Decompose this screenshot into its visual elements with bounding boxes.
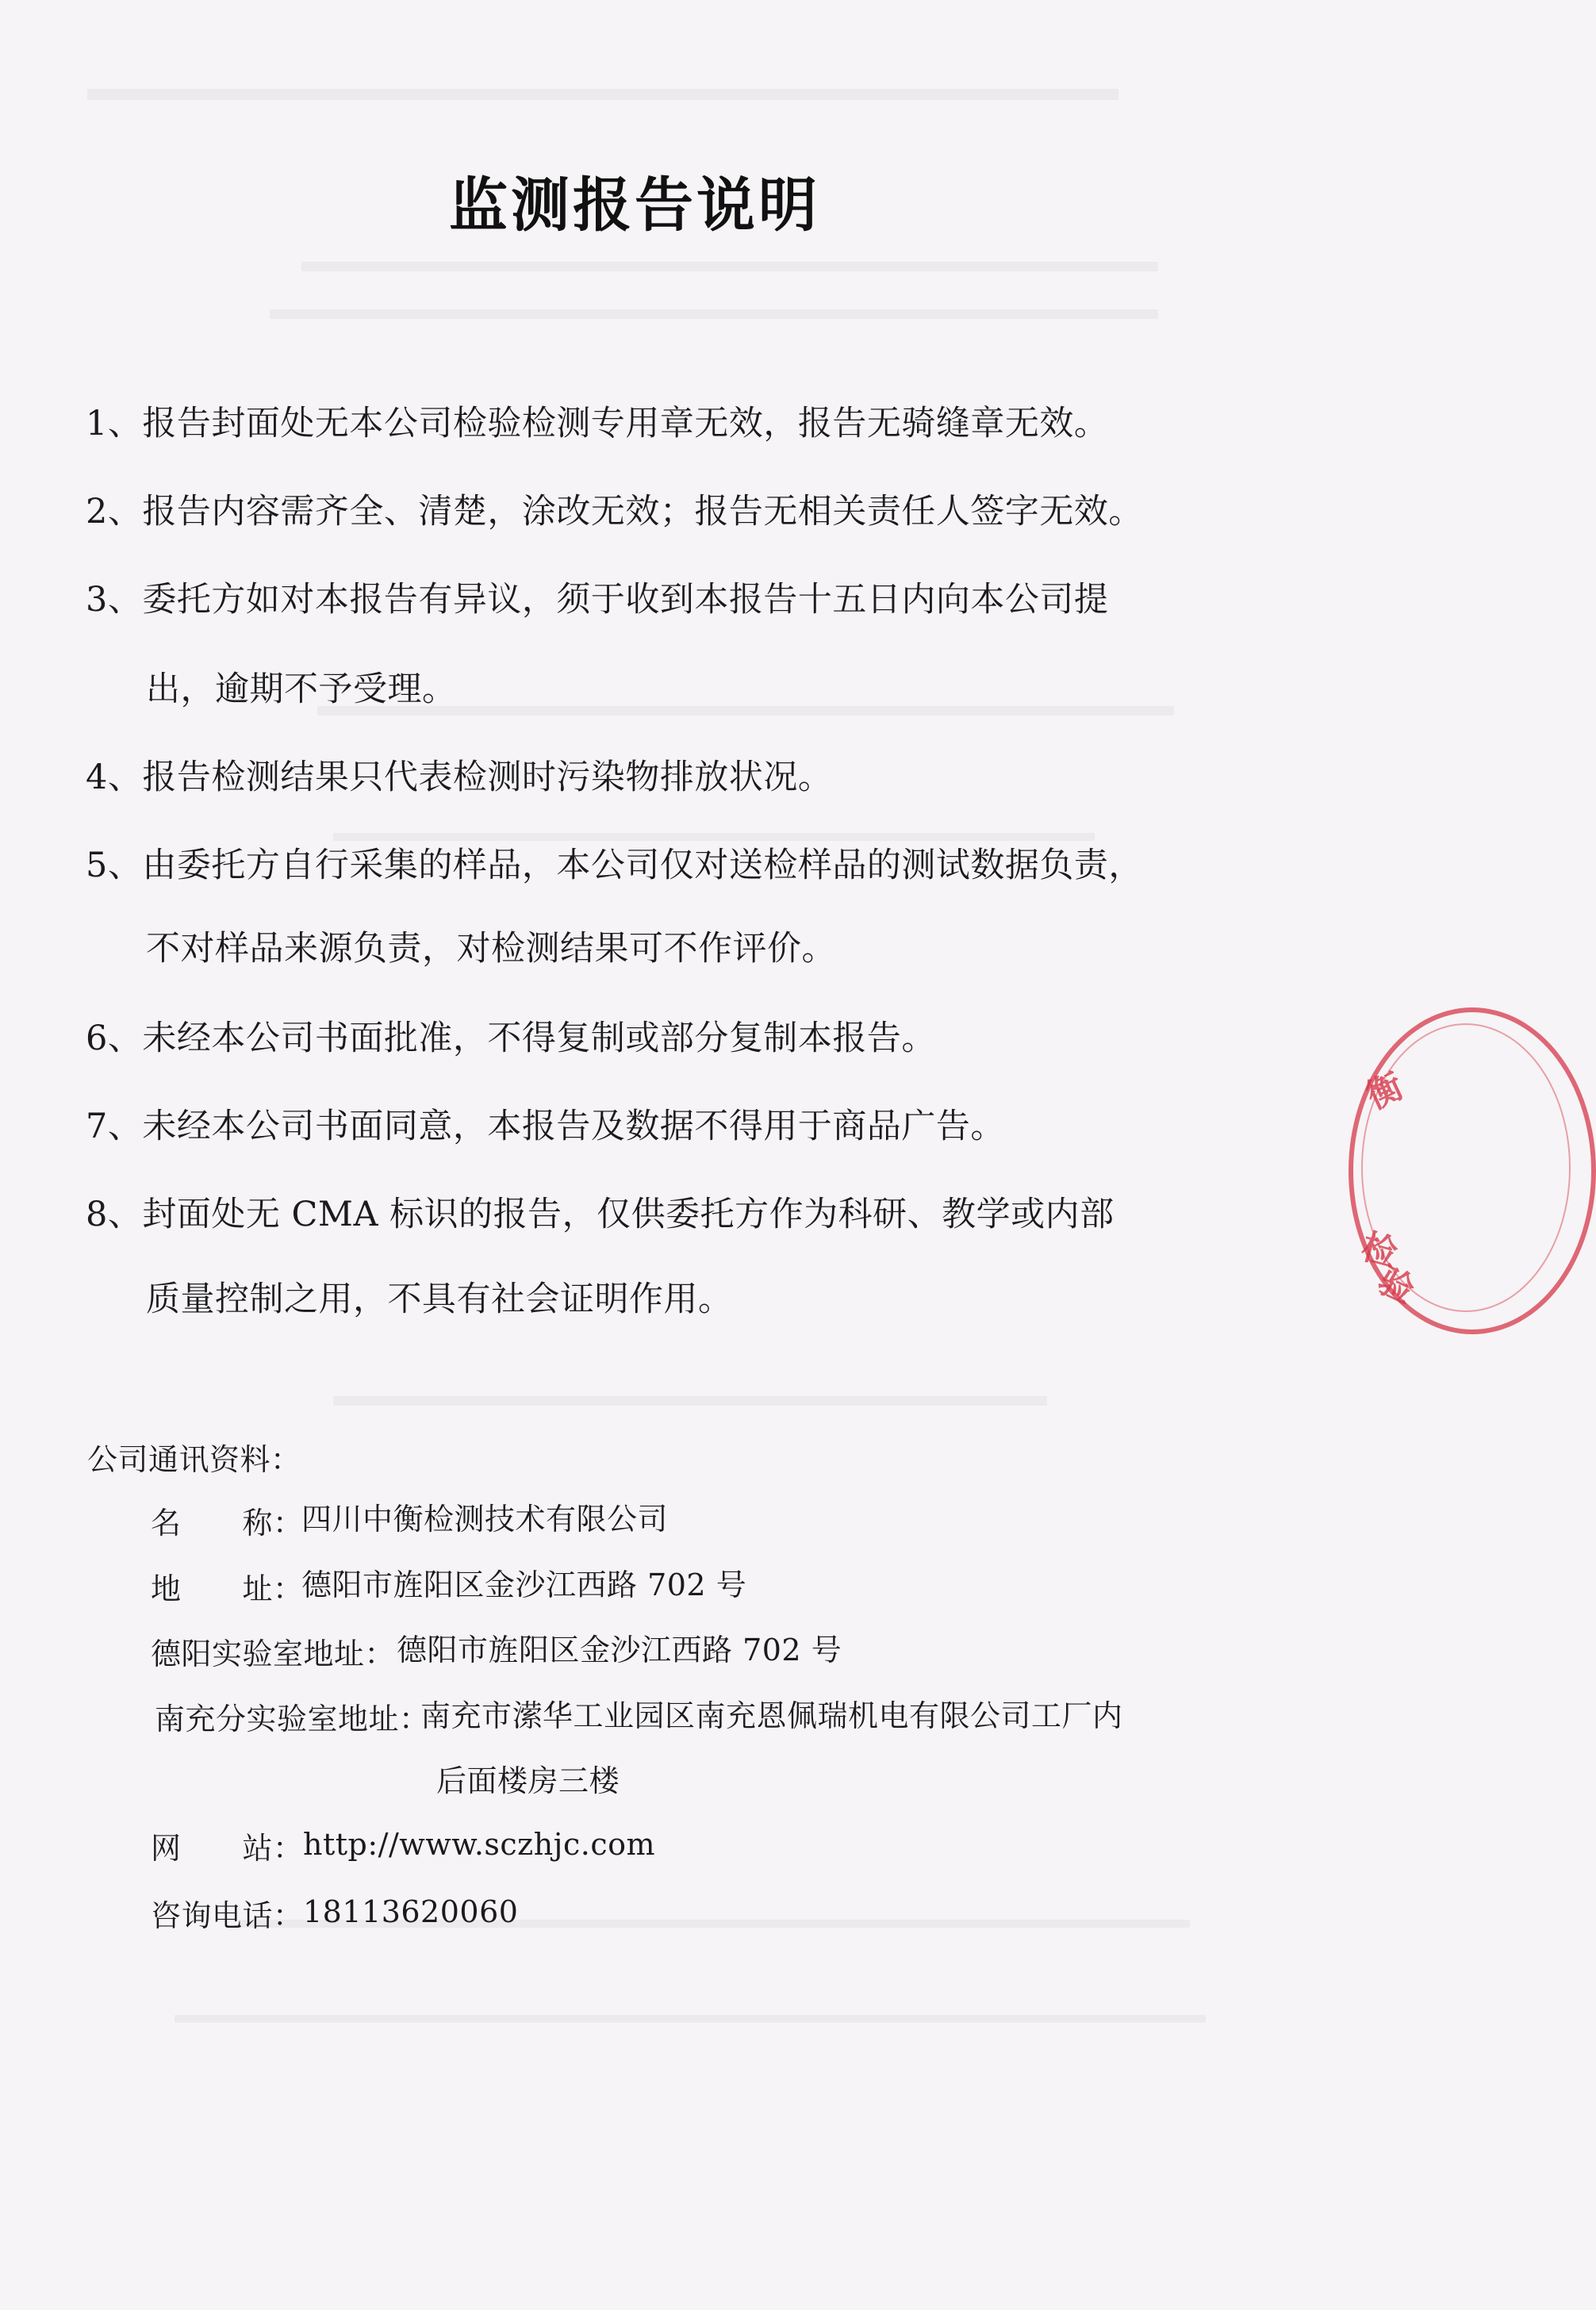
nanchong-lab-value-line-2: 后面楼房三楼: [436, 1763, 620, 1798]
deyang-lab-label: 德阳实验室地址：: [151, 1637, 396, 1671]
clause-8-line-2: 质量控制之用，不具有社会证明作用。: [146, 1280, 733, 1319]
clause-3-line-1: 3、委托方如对本报告有异议，须于收到本报告十五日内向本公司提: [86, 580, 1109, 620]
seal-char-3: 验: [1372, 1260, 1421, 1312]
seal-char-2: 检: [1356, 1226, 1402, 1275]
bleed-through-mark: [333, 833, 1095, 841]
bleed-through-mark: [175, 2015, 1206, 2023]
clause-1-line-1: 1、报告封面处无本公司检验检测专用章无效，报告无骑缝章无效。: [86, 404, 1109, 443]
clause-4-line-1: 4、报告检测结果只代表检测时污染物排放状况。: [86, 758, 833, 797]
contact-heading: 公司通讯资料：: [87, 1442, 301, 1477]
contact-name-label: 名 称：: [151, 1506, 304, 1541]
clause-5-line-1: 5、由委托方自行采集的样品，本公司仅对送检样品的测试数据负责，: [86, 846, 1143, 885]
deyang-lab-value: 德阳市旌阳区金沙江西路 702 号: [397, 1633, 842, 1667]
clause-2-line-1: 2、报告内容需齐全、清楚，涂改无效；报告无相关责任人签字无效。: [86, 492, 1143, 531]
clause-6-line-1: 6、未经本公司书面批准，不得复制或部分复制本报告。: [86, 1019, 936, 1058]
bleed-through-mark: [270, 309, 1158, 319]
clause-3-line-2: 出，逾期不予受理。: [146, 670, 457, 709]
bleed-through-mark: [333, 1396, 1047, 1406]
clause-7-line-1: 7、未经本公司书面同意，本报告及数据不得用于商品广告。: [86, 1107, 1005, 1146]
phone-label: 咨询电话：: [151, 1898, 304, 1933]
clause-5-line-2: 不对样品来源负责，对检测结果可不作评价。: [146, 929, 836, 969]
page-title: 监测报告说明: [449, 171, 820, 240]
contact-address-label: 地 址：: [151, 1571, 304, 1606]
bleed-through-mark: [301, 262, 1158, 271]
website-value: http://www.sczhjc.com: [303, 1827, 656, 1862]
contact-name-value: 四川中衡检测技术有限公司: [301, 1502, 669, 1537]
seal-char-1: 衡: [1360, 1065, 1410, 1118]
clause-8-line-1: 8、封面处无 CMA 标识的报告，仅供委托方作为科研、教学或内部: [86, 1195, 1115, 1234]
website-label: 网 站：: [151, 1831, 304, 1866]
contact-address-value: 德阳市旌阳区金沙江西路 702 号: [301, 1568, 747, 1602]
nanchong-lab-label: 南充分实验室地址：: [155, 1702, 430, 1736]
phone-value: 18113620060: [303, 1894, 519, 1929]
nanchong-lab-value-line-1: 南充市潆华工业园区南充恩佩瑞机电有限公司工厂内: [420, 1698, 1123, 1733]
bleed-through-mark: [87, 89, 1118, 100]
